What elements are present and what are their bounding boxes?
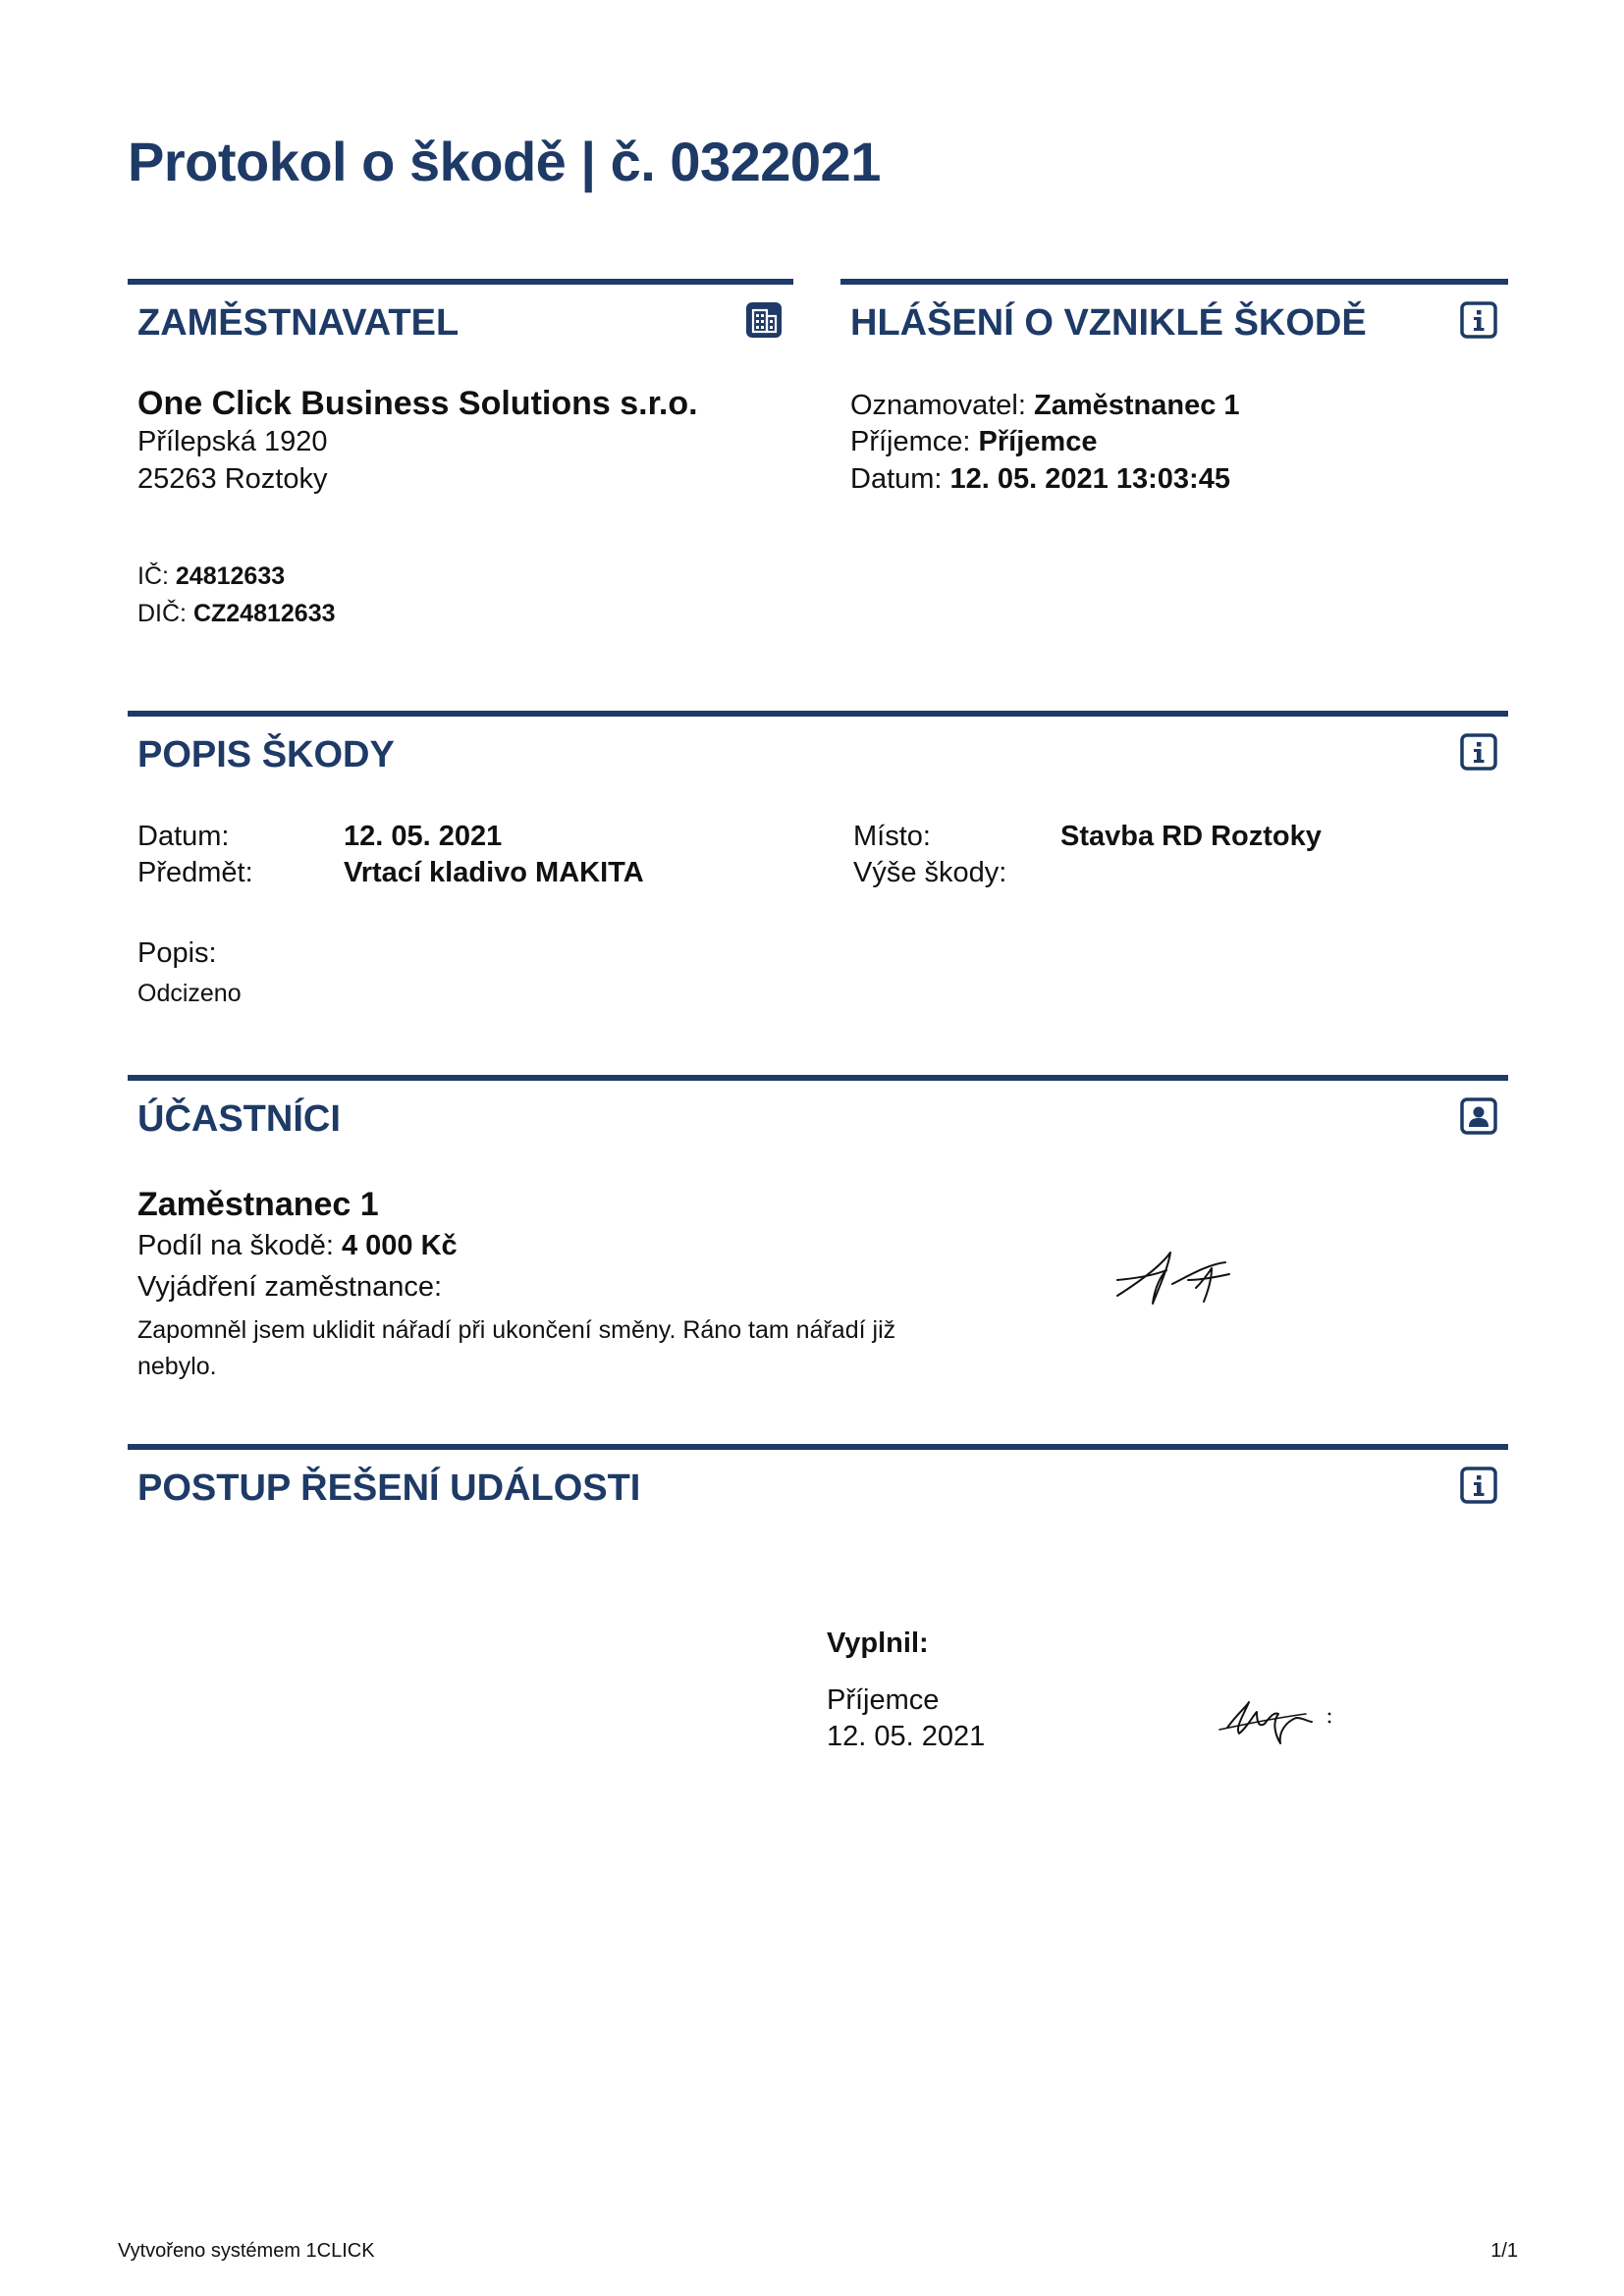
building-icon bbox=[744, 300, 784, 340]
statement-line-2: nebylo. bbox=[137, 1353, 217, 1380]
ic-label: IČ: bbox=[137, 562, 169, 590]
document-title: Protokol o škodě | č. 0322021 bbox=[128, 131, 881, 192]
participant-name: Zaměstnanec 1 bbox=[137, 1186, 379, 1223]
recipient-value: Příjemce bbox=[978, 426, 1098, 457]
employer-section bbox=[128, 279, 793, 363]
damage-section bbox=[128, 711, 1508, 795]
resolution-section bbox=[128, 1444, 1508, 1528]
info-icon bbox=[1459, 1466, 1498, 1505]
filled-by-date: 12. 05. 2021 bbox=[827, 1721, 986, 1752]
damage-place-value: Stavba RD Roztoky bbox=[1060, 821, 1322, 852]
damage-description-value: Odcizeno bbox=[137, 980, 242, 1007]
report-date-label: Datum: bbox=[850, 463, 943, 495]
employer-street: Přílepská 1920 bbox=[137, 426, 328, 457]
info-icon bbox=[1459, 732, 1498, 772]
participant-share bbox=[137, 1227, 458, 1264]
dic-value: CZ24812633 bbox=[192, 600, 336, 627]
dic-label: DIČ: bbox=[137, 600, 187, 627]
damage-subject-value: Vrtací kladivo MAKITA bbox=[344, 857, 644, 888]
report-section bbox=[840, 279, 1508, 363]
participant-signature bbox=[1110, 1245, 1237, 1313]
report-recipient bbox=[850, 423, 1097, 460]
statement-label: Vyjádření zaměstnance: bbox=[137, 1271, 443, 1303]
damage-amount-label: Výše škody: bbox=[853, 857, 1007, 888]
employer-heading: ZAMĚSTNAVATEL bbox=[137, 302, 460, 344]
footer-page-number: 1/1 bbox=[1490, 2240, 1518, 2262]
employer-city: 25263 Roztoky bbox=[137, 463, 328, 495]
damage-heading: POPIS ŠKODY bbox=[137, 734, 395, 775]
filled-by-signature bbox=[1218, 1688, 1345, 1757]
share-label: Podíl na škodě: bbox=[137, 1230, 334, 1261]
statement-line-1: Zapomněl jsem uklidit nářadí při ukončení směny. Ráno tam nářadí již bbox=[137, 1316, 896, 1344]
notifier-value: Zaměstnanec 1 bbox=[1033, 390, 1240, 421]
damage-date-value: 12. 05. 2021 bbox=[344, 821, 503, 852]
report-notifier bbox=[850, 387, 1240, 424]
report-date bbox=[850, 460, 1230, 498]
damage-subject-label: Předmět: bbox=[137, 857, 253, 888]
ic-value: 24812633 bbox=[175, 562, 286, 590]
employer-ic bbox=[137, 558, 285, 595]
report-date-value: 12. 05. 2021 13:03:45 bbox=[949, 463, 1230, 495]
filled-by-name: Příjemce bbox=[827, 1684, 940, 1716]
report-heading: HLÁŠENÍ O VZNIKLÉ ŠKODĚ bbox=[850, 302, 1367, 344]
damage-description-label: Popis: bbox=[137, 937, 217, 969]
employer-company: One Click Business Solutions s.r.o. bbox=[137, 385, 698, 422]
participants-section bbox=[128, 1075, 1508, 1159]
notifier-label: Oznamovatel: bbox=[850, 390, 1026, 421]
share-value: 4 000 Kč bbox=[341, 1230, 458, 1261]
footer-created-by: Vytvořeno systémem 1CLICK bbox=[118, 2240, 375, 2262]
employer-dic bbox=[137, 595, 336, 632]
damage-date-label: Datum: bbox=[137, 821, 230, 852]
recipient-label: Příjemce: bbox=[850, 426, 971, 457]
filled-by-label: Vyplnil: bbox=[827, 1628, 929, 1659]
participants-heading: ÚČASTNÍCI bbox=[137, 1098, 341, 1140]
info-icon bbox=[1459, 300, 1498, 340]
resolution-heading: POSTUP ŘEŠENÍ UDÁLOSTI bbox=[137, 1468, 641, 1509]
person-badge-icon bbox=[1459, 1096, 1498, 1136]
damage-place-label: Místo: bbox=[853, 821, 931, 852]
